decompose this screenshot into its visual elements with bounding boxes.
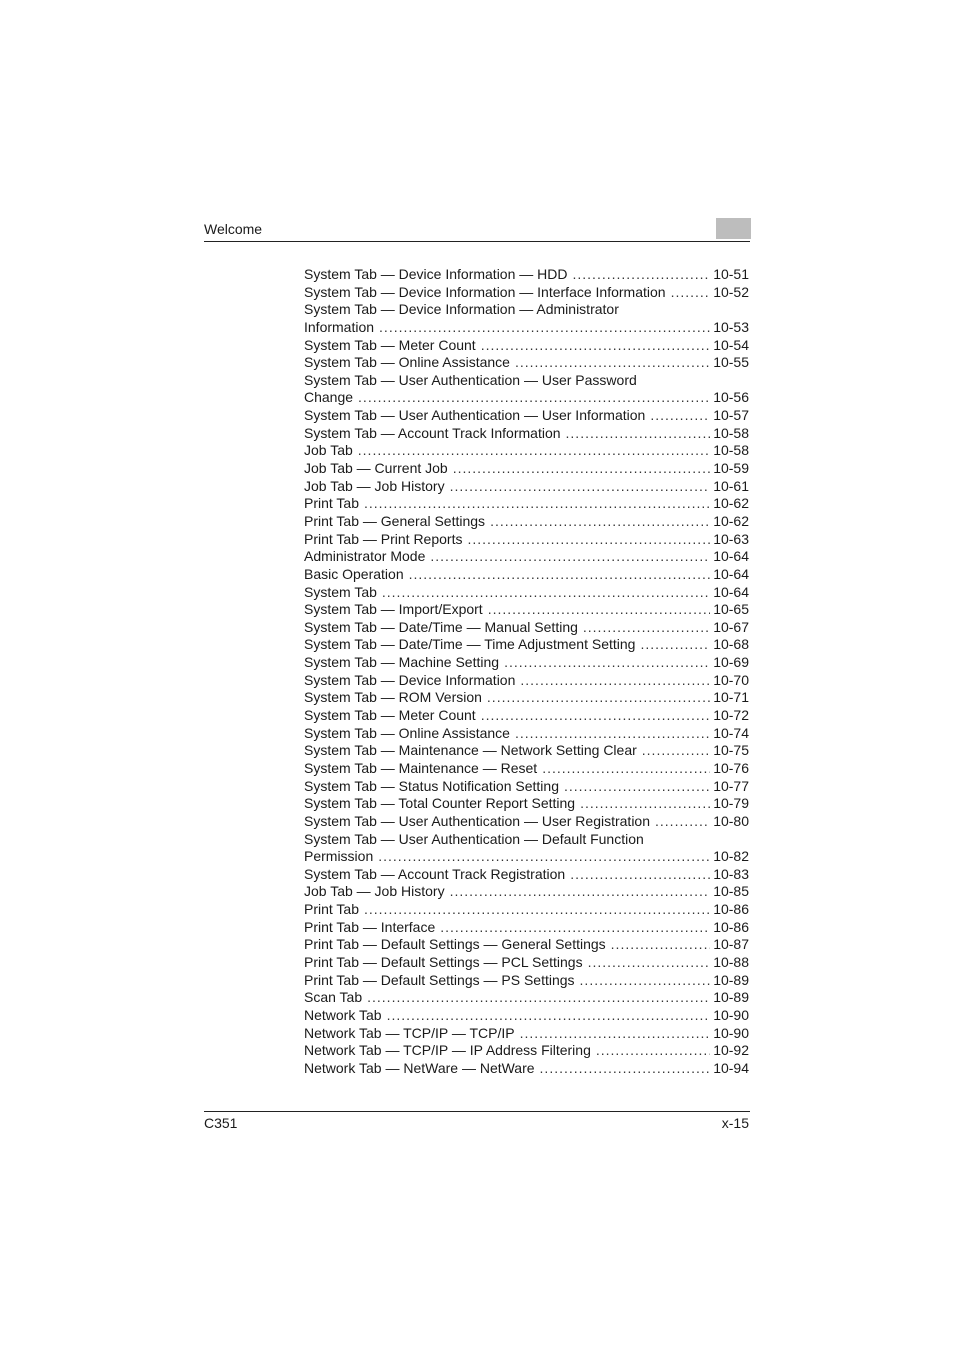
toc-entry-page: 10-86 — [713, 918, 749, 935]
toc-entry[interactable] — [304, 760, 749, 778]
toc-leader-dots — [382, 584, 710, 602]
toc-entry-page: 10-62 — [713, 512, 749, 529]
toc-leader-dots — [515, 725, 710, 743]
toc-entry-page: 10-76 — [713, 759, 749, 776]
toc-entry-title: Change — [304, 389, 354, 406]
toc-entry[interactable] — [304, 584, 749, 602]
toc-leader-dots — [378, 848, 710, 866]
toc-entry-page: 10-82 — [713, 848, 749, 865]
toc-leader-dots — [542, 760, 710, 778]
toc-entry-page: 10-72 — [713, 707, 749, 724]
toc-entry-page: 10-64 — [713, 565, 749, 582]
toc-entry-title: System Tab — Online Assistance — [304, 354, 510, 371]
toc-leader-dots — [671, 284, 711, 302]
toc-entry[interactable] — [304, 407, 749, 425]
toc-leader-dots — [358, 389, 710, 407]
toc-entry-title: System Tab — Date/Time — Manual Setting — [304, 618, 578, 635]
toc-entry-page: 10-64 — [713, 583, 749, 600]
toc-entry-page: 10-90 — [713, 1006, 749, 1023]
toc-leader-dots — [540, 1060, 711, 1078]
toc-entry-title: System Tab — Meter Count — [304, 707, 476, 724]
toc-leader-dots — [580, 972, 711, 990]
toc-entry-title: Network Tab — NetWare — NetWare — [304, 1059, 535, 1076]
toc-entry-page: 10-54 — [713, 336, 749, 353]
toc-entry-title: Print Tab — General Settings — [304, 512, 486, 529]
toc-entry-title: Job Tab — Job History — [304, 883, 445, 900]
toc-leader-dots — [453, 460, 710, 478]
chapter-tab-marker — [716, 218, 751, 239]
toc-leader-dots — [650, 407, 710, 425]
toc-entry-page: 10-59 — [713, 460, 749, 477]
toc-leader-dots — [520, 1025, 711, 1043]
toc-entry-title: Scan Tab — [304, 989, 363, 1006]
toc-entry-title: System Tab — Meter Count — [304, 336, 476, 353]
toc-entry[interactable] — [304, 566, 749, 584]
toc-entry[interactable] — [304, 689, 749, 707]
toc-entry-page: 10-83 — [713, 865, 749, 882]
toc-entry-title: System Tab — Online Assistance — [304, 724, 510, 741]
footer-divider — [204, 1111, 750, 1112]
header-divider — [204, 241, 750, 242]
toc-entry-page: 10-74 — [713, 724, 749, 741]
toc-entry-page: 10-86 — [713, 901, 749, 918]
toc-entry-page: 10-55 — [713, 354, 749, 371]
toc-entry-page: 10-71 — [713, 689, 749, 706]
toc-entry-title: Permission — [304, 848, 374, 865]
toc-entry-title: System Tab — Device Information — HDD — [304, 266, 568, 282]
toc-leader-dots — [450, 478, 711, 496]
toc-entry[interactable] — [304, 601, 749, 619]
toc-entry[interactable] — [304, 636, 749, 654]
toc-entry-page: 10-56 — [713, 389, 749, 406]
toc-entry-title: Job Tab — Job History — [304, 477, 445, 494]
toc-entry[interactable] — [304, 319, 749, 337]
toc-entry-page: 10-89 — [713, 971, 749, 988]
toc-entry-title: Network Tab — TCP/IP — TCP/IP — [304, 1024, 515, 1041]
toc-entry[interactable] — [304, 901, 749, 919]
toc-entry[interactable] — [304, 936, 749, 954]
toc-leader-dots — [440, 919, 710, 937]
toc-entry[interactable] — [304, 301, 749, 319]
toc-leader-dots — [573, 266, 711, 284]
toc-entry-title: System Tab — Status Notification Setting — [304, 777, 559, 794]
toc-entry-title: Job Tab — [304, 442, 353, 459]
toc-entry[interactable] — [304, 795, 749, 813]
footer-page-number: x-15 — [721, 1115, 749, 1131]
toc-leader-dots — [566, 425, 711, 443]
toc-entry-page: 10-53 — [713, 318, 749, 335]
toc-entry-title: Print Tab — Default Settings — PCL Settings — [304, 953, 583, 970]
toc-entry-title: Print Tab — Default Settings — General Settings — [304, 936, 606, 953]
toc-entry[interactable] — [304, 989, 749, 1007]
toc-entry-page: 10-85 — [713, 883, 749, 900]
toc-leader-dots — [481, 707, 710, 725]
toc-leader-dots — [570, 866, 710, 884]
toc-leader-dots — [379, 319, 710, 337]
toc-entry-title: System Tab — Date/Time — Time Adjustment Setting — [304, 636, 636, 653]
toc-leader-dots — [367, 989, 710, 1007]
toc-entry-page: 10-90 — [713, 1024, 749, 1041]
toc-entry-page: 10-58 — [713, 442, 749, 459]
toc-entry-page: 10-52 — [713, 283, 749, 300]
toc-leader-dots — [364, 495, 710, 513]
toc-entry[interactable] — [304, 266, 749, 284]
toc-entry-page: 10-94 — [713, 1059, 749, 1076]
toc-entry-page: 10-77 — [713, 777, 749, 794]
toc-entry-page: 10-61 — [713, 477, 749, 494]
toc-entry-page: 10-80 — [713, 812, 749, 829]
toc-entry-title: System Tab — Import/Export — [304, 601, 483, 618]
toc-leader-dots — [430, 548, 710, 566]
toc-leader-dots — [409, 566, 711, 584]
toc-entry-title: System Tab — Total Counter Report Setting — [304, 795, 576, 812]
toc-entry[interactable] — [304, 354, 749, 372]
toc-leader-dots — [580, 795, 710, 813]
toc-entry[interactable] — [304, 813, 749, 831]
toc-entry-page: 10-63 — [713, 530, 749, 547]
toc-entry-title: Basic Operation — [304, 565, 404, 582]
toc-entry-title: System Tab — User Authentication — User Information — [304, 407, 646, 424]
toc-entry-title: System Tab — Account Track Registration — [304, 865, 566, 882]
toc-entry[interactable] — [304, 866, 749, 884]
toc-leader-dots — [588, 954, 711, 972]
toc-leader-dots — [515, 354, 710, 372]
toc-entry-title: Print Tab — Interface — [304, 918, 436, 935]
toc-entry[interactable] — [304, 848, 749, 866]
toc-entry-title: System Tab — Maintenance — Network Setting Clear — [304, 742, 637, 759]
toc-entry-title: Information — [304, 318, 375, 335]
toc-leader-dots — [655, 813, 710, 831]
toc-entry[interactable] — [304, 831, 749, 849]
toc-entry-page: 10-89 — [713, 989, 749, 1006]
toc-leader-dots — [611, 936, 711, 954]
toc-entry-title: System Tab — Machine Setting — [304, 654, 500, 671]
toc-entry[interactable] — [304, 1060, 749, 1078]
toc-entry[interactable] — [304, 389, 749, 407]
toc-entry-title: Job Tab — Current Job — [304, 460, 448, 477]
toc-entry[interactable] — [304, 425, 749, 443]
toc-leader-dots — [642, 742, 710, 760]
toc-leader-dots — [583, 619, 710, 637]
toc-leader-dots — [358, 442, 710, 460]
toc-leader-dots — [481, 337, 710, 355]
toc-entry-page: 10-57 — [713, 407, 749, 424]
toc-entry-title: Print Tab — [304, 495, 359, 512]
toc-entry-title: System Tab — Account Track Information — [304, 424, 561, 441]
toc-entry-title: Network Tab — TCP/IP — IP Address Filtering — [304, 1042, 591, 1059]
toc-entry[interactable] — [304, 1025, 749, 1043]
toc-entry[interactable] — [304, 707, 749, 725]
toc-entry[interactable] — [304, 442, 749, 460]
toc-entry-title: System Tab — [304, 583, 377, 600]
toc-entry-title: Administrator Mode — [304, 548, 426, 565]
toc-entry-title: System Tab — ROM Version — [304, 689, 482, 706]
toc-entry[interactable] — [304, 372, 749, 390]
toc-entry[interactable] — [304, 495, 749, 513]
toc-entry-page: 10-88 — [713, 953, 749, 970]
toc-entry-page: 10-75 — [713, 742, 749, 759]
toc-entry[interactable] — [304, 548, 749, 566]
toc-leader-dots — [520, 672, 710, 690]
toc-entry-page: 10-92 — [713, 1042, 749, 1059]
toc-leader-dots — [450, 883, 711, 901]
toc-entry-title: System Tab — User Authentication — Default Function — [304, 830, 644, 847]
toc-entry[interactable] — [304, 284, 749, 302]
toc-entry[interactable] — [304, 883, 749, 901]
toc-entry-title: System Tab — Device Information — Interface Information — [304, 283, 666, 300]
toc-leader-dots — [490, 513, 710, 531]
toc-leader-dots — [504, 654, 710, 672]
toc-entry[interactable] — [304, 337, 749, 355]
toc-entry-page: 10-62 — [713, 495, 749, 512]
footer-model: C351 — [204, 1115, 238, 1131]
toc-entry[interactable] — [304, 531, 749, 549]
toc-entry[interactable] — [304, 619, 749, 637]
toc-entry-title: System Tab — Device Information — [304, 671, 516, 688]
toc-entry-page: 10-87 — [713, 936, 749, 953]
table-of-contents — [304, 266, 749, 1077]
toc-entry-title: Print Tab — Default Settings — PS Settings — [304, 971, 575, 988]
toc-entry[interactable] — [304, 919, 749, 937]
toc-entry-title: System Tab — User Authentication — User Password — [304, 371, 637, 388]
toc-entry[interactable] — [304, 954, 749, 972]
toc-entry[interactable] — [304, 654, 749, 672]
toc-entry-page: 10-70 — [713, 671, 749, 688]
toc-entry-page: 10-65 — [713, 601, 749, 618]
toc-entry[interactable] — [304, 478, 749, 496]
toc-entry-title: Print Tab — [304, 901, 359, 918]
toc-leader-dots — [564, 778, 710, 796]
toc-entry[interactable] — [304, 1007, 749, 1025]
toc-entry[interactable] — [304, 972, 749, 990]
toc-entry[interactable] — [304, 672, 749, 690]
toc-entry-page: 10-58 — [713, 424, 749, 441]
toc-entry-page: 10-68 — [713, 636, 749, 653]
toc-entry-title: System Tab — User Authentication — User Registration — [304, 812, 651, 829]
toc-entry-title: System Tab — Maintenance — Reset — [304, 759, 538, 776]
toc-leader-dots — [640, 636, 710, 654]
toc-entry[interactable] — [304, 778, 749, 796]
toc-entry[interactable] — [304, 1042, 749, 1060]
page-header-title: Welcome — [204, 221, 263, 237]
toc-leader-dots — [487, 689, 710, 707]
toc-entry-title: System Tab — Device Information — Administrator — [304, 301, 619, 318]
toc-entry-page: 10-79 — [713, 795, 749, 812]
toc-leader-dots — [364, 901, 710, 919]
toc-entry-page: 10-67 — [713, 618, 749, 635]
toc-entry[interactable] — [304, 513, 749, 531]
toc-entry-page: 10-69 — [713, 654, 749, 671]
toc-entry-page: 10-64 — [713, 548, 749, 565]
toc-entry-title: Print Tab — Print Reports — [304, 530, 463, 547]
toc-entry[interactable] — [304, 742, 749, 760]
toc-leader-dots — [488, 601, 710, 619]
toc-entry-page: 10-51 — [713, 266, 749, 282]
toc-entry-title: Network Tab — [304, 1006, 382, 1023]
toc-leader-dots — [387, 1007, 711, 1025]
toc-entry[interactable] — [304, 460, 749, 478]
toc-leader-dots — [596, 1042, 710, 1060]
toc-leader-dots — [467, 531, 710, 549]
toc-entry[interactable] — [304, 725, 749, 743]
